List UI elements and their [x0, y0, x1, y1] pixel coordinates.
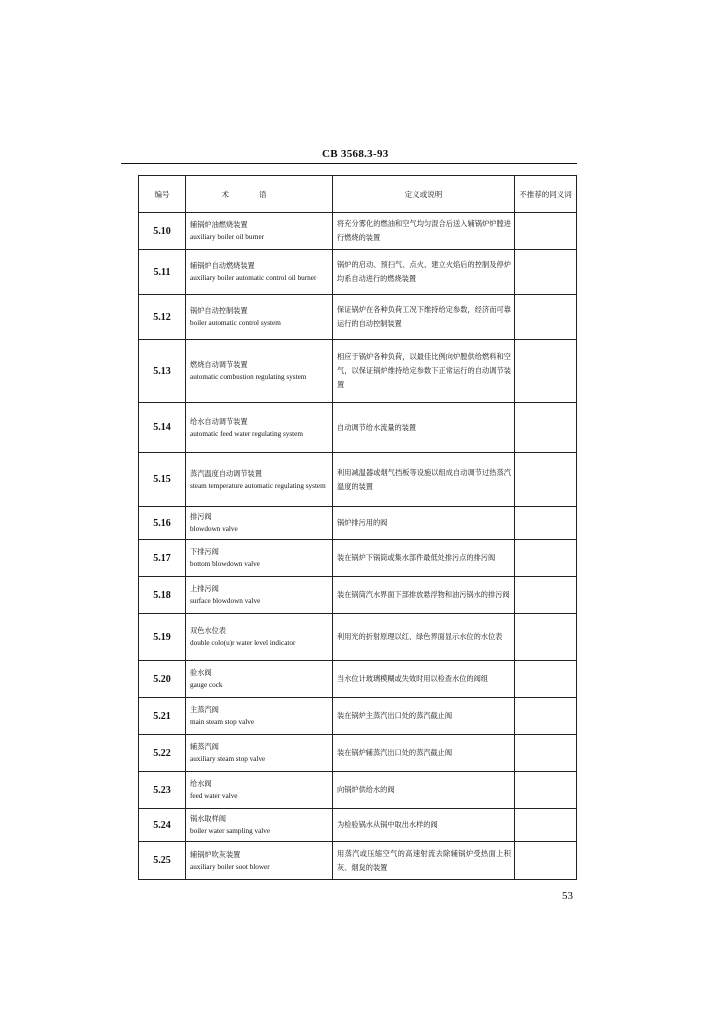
term-definition: 锅炉排污用的阀 [333, 507, 515, 540]
term-synonym [515, 403, 577, 453]
term-chinese: 锅水取样阀 [190, 814, 226, 823]
term-number: 5.25 [139, 842, 186, 880]
term-definition: 相应于锅炉各种负荷，以最佳比例向炉膛供给燃料和空气，以保证锅炉维持给定参数下正常运行的自动调节装置 [333, 340, 515, 403]
term-synonym [515, 842, 577, 880]
term-cell [186, 340, 333, 403]
term-number: 5.20 [139, 661, 186, 698]
term-number: 5.13 [139, 340, 186, 403]
column-header-definition: 定义或说明 [333, 176, 515, 213]
table-row [139, 577, 577, 614]
term-english: feed water valve [190, 792, 238, 800]
column-header-term: 术语 [186, 176, 333, 213]
term-english: boiler water sampling valve [190, 827, 271, 835]
term-chinese: 主蒸汽阀 [190, 705, 219, 714]
term-definition: 向锅炉供给水的阀 [333, 772, 515, 809]
term-definition: 装在锅筒汽水界面下部排放悬浮物和油污锅水的排污阀 [333, 577, 515, 614]
table-header-row [139, 176, 577, 213]
term-english: blowdown valve [190, 525, 238, 533]
term-definition: 装在锅炉主蒸汽出口处的蒸汽截止阀 [333, 698, 515, 735]
term-cell [186, 735, 333, 772]
table-row [139, 809, 577, 842]
table-row [139, 661, 577, 698]
term-synonym [515, 614, 577, 661]
standard-code: CB 3568.3-93 [322, 148, 389, 160]
term-number: 5.12 [139, 295, 186, 340]
term-cell [186, 453, 333, 507]
term-synonym [515, 507, 577, 540]
term-english: auxiliary steam stop valve [190, 755, 266, 763]
term-english: automatic feed water regulating system [190, 429, 303, 438]
term-cell [186, 809, 333, 842]
term-chinese: 辅锅炉油燃烧装置 [190, 220, 248, 229]
table-row [139, 213, 577, 250]
term-synonym [515, 772, 577, 809]
term-english: bottom blowdown valve [190, 560, 260, 568]
term-english: double colo(u)r water level indicator [190, 639, 296, 647]
table-row [139, 507, 577, 540]
term-number: 5.14 [139, 403, 186, 453]
term-number: 5.24 [139, 809, 186, 842]
term-synonym [515, 735, 577, 772]
term-number: 5.16 [139, 507, 186, 540]
table-row [139, 250, 577, 295]
term-synonym [515, 213, 577, 250]
term-number: 5.11 [139, 250, 186, 295]
term-english: boiler automatic control system [190, 319, 281, 327]
term-synonym [515, 809, 577, 842]
term-synonym [515, 698, 577, 735]
term-cell [186, 213, 333, 250]
term-number: 5.23 [139, 772, 186, 809]
term-cell [186, 698, 333, 735]
table-row [139, 295, 577, 340]
term-chinese: 给水阀 [190, 779, 212, 788]
term-cell [186, 295, 333, 340]
term-english: automatic combustion regulating system [190, 373, 307, 381]
term-number: 5.18 [139, 577, 186, 614]
term-cell [186, 507, 333, 540]
term-english: auxiliary boiler soot blower [190, 862, 270, 871]
term-synonym [515, 540, 577, 577]
term-cell [186, 250, 333, 295]
term-english: steam temperature automatic regulating system [190, 481, 326, 490]
term-chinese: 辅锅炉自动燃烧装置 [190, 261, 255, 270]
term-synonym [515, 295, 577, 340]
table-row [139, 735, 577, 772]
term-number: 5.21 [139, 698, 186, 735]
term-definition: 装在锅炉辅蒸汽出口处的蒸汽截止阀 [333, 735, 515, 772]
term-definition: 自动调节给水流量的装置 [333, 403, 515, 453]
term-synonym [515, 577, 577, 614]
term-number: 5.15 [139, 453, 186, 507]
term-chinese: 排污阀 [190, 512, 212, 521]
table-row [139, 403, 577, 453]
term-synonym [515, 250, 577, 295]
term-cell [186, 577, 333, 614]
term-chinese: 锅炉自动控制装置 [190, 306, 248, 315]
term-chinese: 辅蒸汽阀 [190, 742, 219, 751]
term-chinese: 给水自动调节装置 [190, 416, 248, 426]
table-row [139, 614, 577, 661]
term-cell [186, 661, 333, 698]
column-header-synonym: 不推荐的同义词 [515, 176, 577, 213]
term-chinese: 燃烧自动调节装置 [190, 360, 248, 369]
table-row [139, 340, 577, 403]
term-definition: 装在锅炉下锅筒或集水部件最低处排污点的排污阀 [333, 540, 515, 577]
term-english: main steam stop valve [190, 718, 255, 726]
term-synonym [515, 453, 577, 507]
column-header-number: 编号 [139, 176, 186, 213]
term-cell [186, 403, 333, 453]
term-number: 5.19 [139, 614, 186, 661]
term-cell [186, 540, 333, 577]
term-english: auxiliary boiler oil burner [190, 233, 265, 241]
term-definition: 为检验锅水从锅中取出水样的阀 [333, 809, 515, 842]
term-number: 5.17 [139, 540, 186, 577]
term-chinese: 双色水位表 [190, 626, 226, 635]
term-number: 5.22 [139, 735, 186, 772]
term-synonym [515, 661, 577, 698]
term-synonym [515, 340, 577, 403]
term-chinese: 上排污阀 [190, 584, 219, 593]
terms-table [138, 175, 577, 880]
table-row [139, 772, 577, 809]
term-chinese: 下排污阀 [190, 547, 219, 556]
term-cell [186, 614, 333, 661]
table-row [139, 540, 577, 577]
term-definition: 锅炉的启动、预扫气、点火、建立火焰后的控制及停炉均系自动进行的燃烧装置 [333, 250, 515, 295]
header-rule [121, 163, 577, 164]
term-definition: 保证锅炉在各种负荷工况下维持给定参数，经济而可靠运行的自动控制装置 [333, 295, 515, 340]
term-english: gauge cock [190, 681, 223, 689]
term-definition: 利用光的折射原理以红、绿色界面显示水位的水位表 [333, 614, 515, 661]
table-row [139, 698, 577, 735]
page-number: 53 [562, 890, 573, 902]
term-chinese: 蒸汽温度自动调节装置 [190, 468, 262, 478]
term-english: auxiliary boiler automatic control oil burner [190, 274, 317, 282]
term-chinese: 辅锅炉吹灰装置 [190, 849, 241, 859]
term-definition: 利用减温器或烟气挡板等设施以组成自动调节过热蒸汽温度的装置 [333, 453, 515, 507]
table-row [139, 453, 577, 507]
term-cell [186, 842, 333, 880]
table-row [139, 842, 577, 880]
term-definition: 将充分雾化的燃油和空气均匀混合后送入辅锅炉炉膛进行燃烧的装置 [333, 213, 515, 250]
term-number: 5.10 [139, 213, 186, 250]
term-cell [186, 772, 333, 809]
term-definition: 当水位计玻璃模糊或失效时用以检查水位的阀组 [333, 661, 515, 698]
term-english: surface blowdown valve [190, 597, 261, 605]
term-definition: 用蒸汽或压缩空气的高速射流去除辅锅炉受热面上积灰、烟炱的装置 [333, 842, 515, 880]
term-chinese: 验水阀 [190, 668, 212, 677]
